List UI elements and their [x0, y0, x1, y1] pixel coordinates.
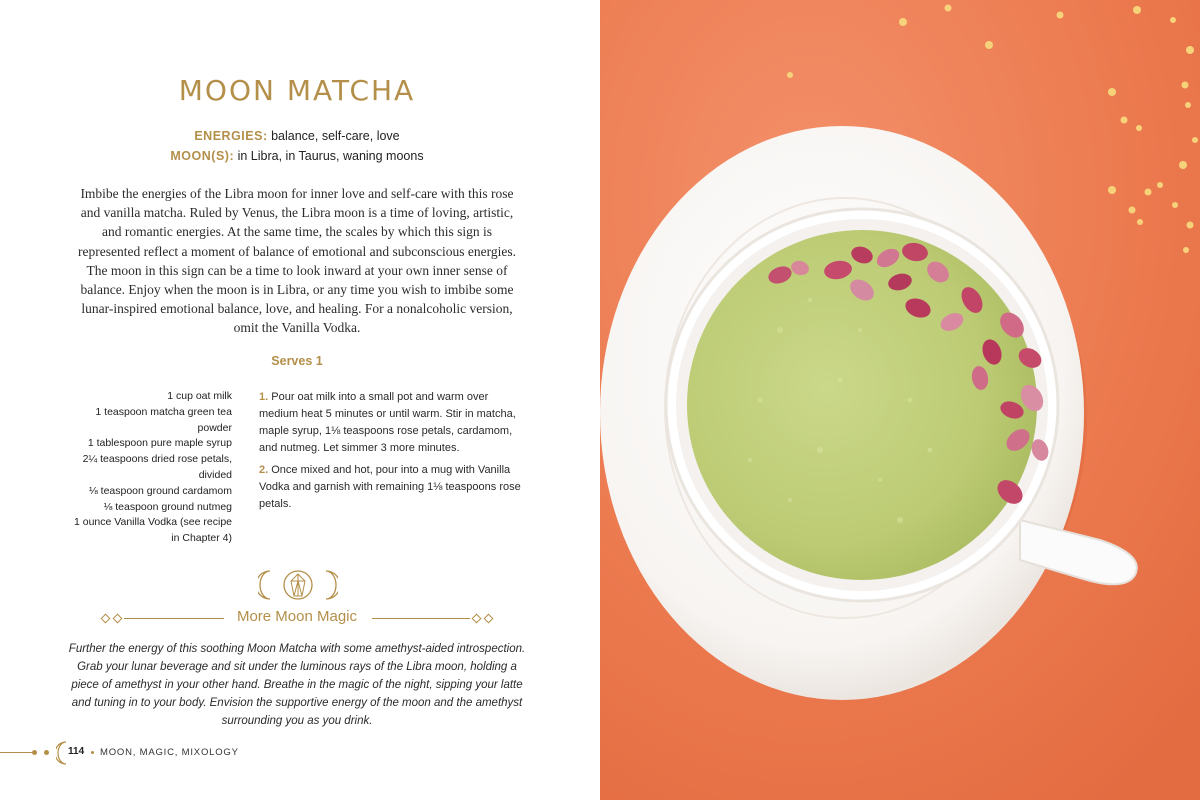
ingredient-item: 1 cup oat milk: [167, 390, 232, 402]
recipe-photo: [600, 0, 1200, 800]
ingredient-item: ⅛ teaspoon ground cardamom: [88, 484, 232, 497]
step-number: 1.: [259, 391, 269, 403]
footer-dot: [44, 750, 49, 755]
energies-label: ENERGIES:: [194, 129, 268, 143]
divider-line: [372, 618, 470, 619]
energies-line: [0, 129, 594, 143]
recipe-intro: Imbibe the energies of the Libra moon for inner love and self-care with this rose and vanilla matcha. Ruled by Venus, the Libra moon is a time of loving, artistic, and romantic energies. At the same time, the scales by which this sign is represented reflect a moment of balance of emotional and subconscious energies. The moon in this sign can be a time to look inward at your own inner sense of balance. Enjoy when the moon is in Libra, or any time you wish to imbibe some lunar-inspired emotional balance, love, and healing. For a nonalcoholic version, omit the Vanilla Vodka.: [78, 186, 516, 336]
moon-phases-crystal-icon: [258, 566, 338, 604]
serves-label: Serves 1: [271, 354, 323, 368]
moons-label: MOON(S):: [170, 149, 235, 163]
page-footer: [0, 740, 400, 766]
footer-line: [0, 752, 36, 753]
book-title: MOON, MAGIC, MIXOLOGY: [100, 747, 239, 758]
energies-value: balance, self-care, love: [271, 129, 400, 143]
ingredient-list: [70, 389, 232, 547]
step-number: 2.: [259, 464, 269, 476]
recipe-step: [259, 389, 527, 457]
footer-bullet: [91, 751, 94, 754]
step-text: Pour oat milk into a small pot and warm over medium heat 5 minutes or until warm. Stir in matcha, maple syrup, 1⅛ teaspoons rose petals, cardamom, and nutmeg. Let simmer 3 more minutes.: [259, 391, 516, 454]
magic-text: Further the energy of this soothing Moon Matcha with some amethyst-aided introspection. Grab your lunar beverage and sit under the luminous rays of the Libra moon, holding a piece of amethyst in your other hand. Breathe in the magic of the night, sipping your latte and tuning in to your body. Envision the supportive energy of the moon and the amethyst surrounding you as you drink.: [68, 643, 526, 727]
page-number: 114: [68, 746, 85, 757]
magic-title: More Moon Magic: [236, 608, 358, 625]
matcha-latte-photo: [600, 0, 1200, 800]
recipe-steps: [259, 389, 527, 518]
footer-dot: [32, 750, 37, 755]
moons-value: in Libra, in Taurus, waning moons: [237, 149, 424, 163]
ingredient-item: ⅛ teaspoon ground nutmeg: [103, 500, 232, 513]
ingredient-item: 1 ounce Vanilla Vodka (see recipe in Chapter 4): [74, 516, 232, 545]
recipe-step: [259, 462, 527, 513]
ingredient-item: 1 tablespoon pure maple syrup: [87, 437, 232, 450]
recipe-title: MOON MATCHA: [178, 74, 416, 107]
ingredient-item: 1 teaspoon matcha green tea powder: [95, 405, 232, 434]
magic-divider: [100, 608, 494, 630]
moons-line: [0, 149, 594, 163]
ingredient-item: 2¼ teaspoons dried rose petals, divided: [82, 453, 232, 481]
step-text: Once mixed and hot, pour into a mug with Vanilla Vodka and garnish with remaining 1⅛ teaspoons rose petals.: [259, 464, 521, 510]
